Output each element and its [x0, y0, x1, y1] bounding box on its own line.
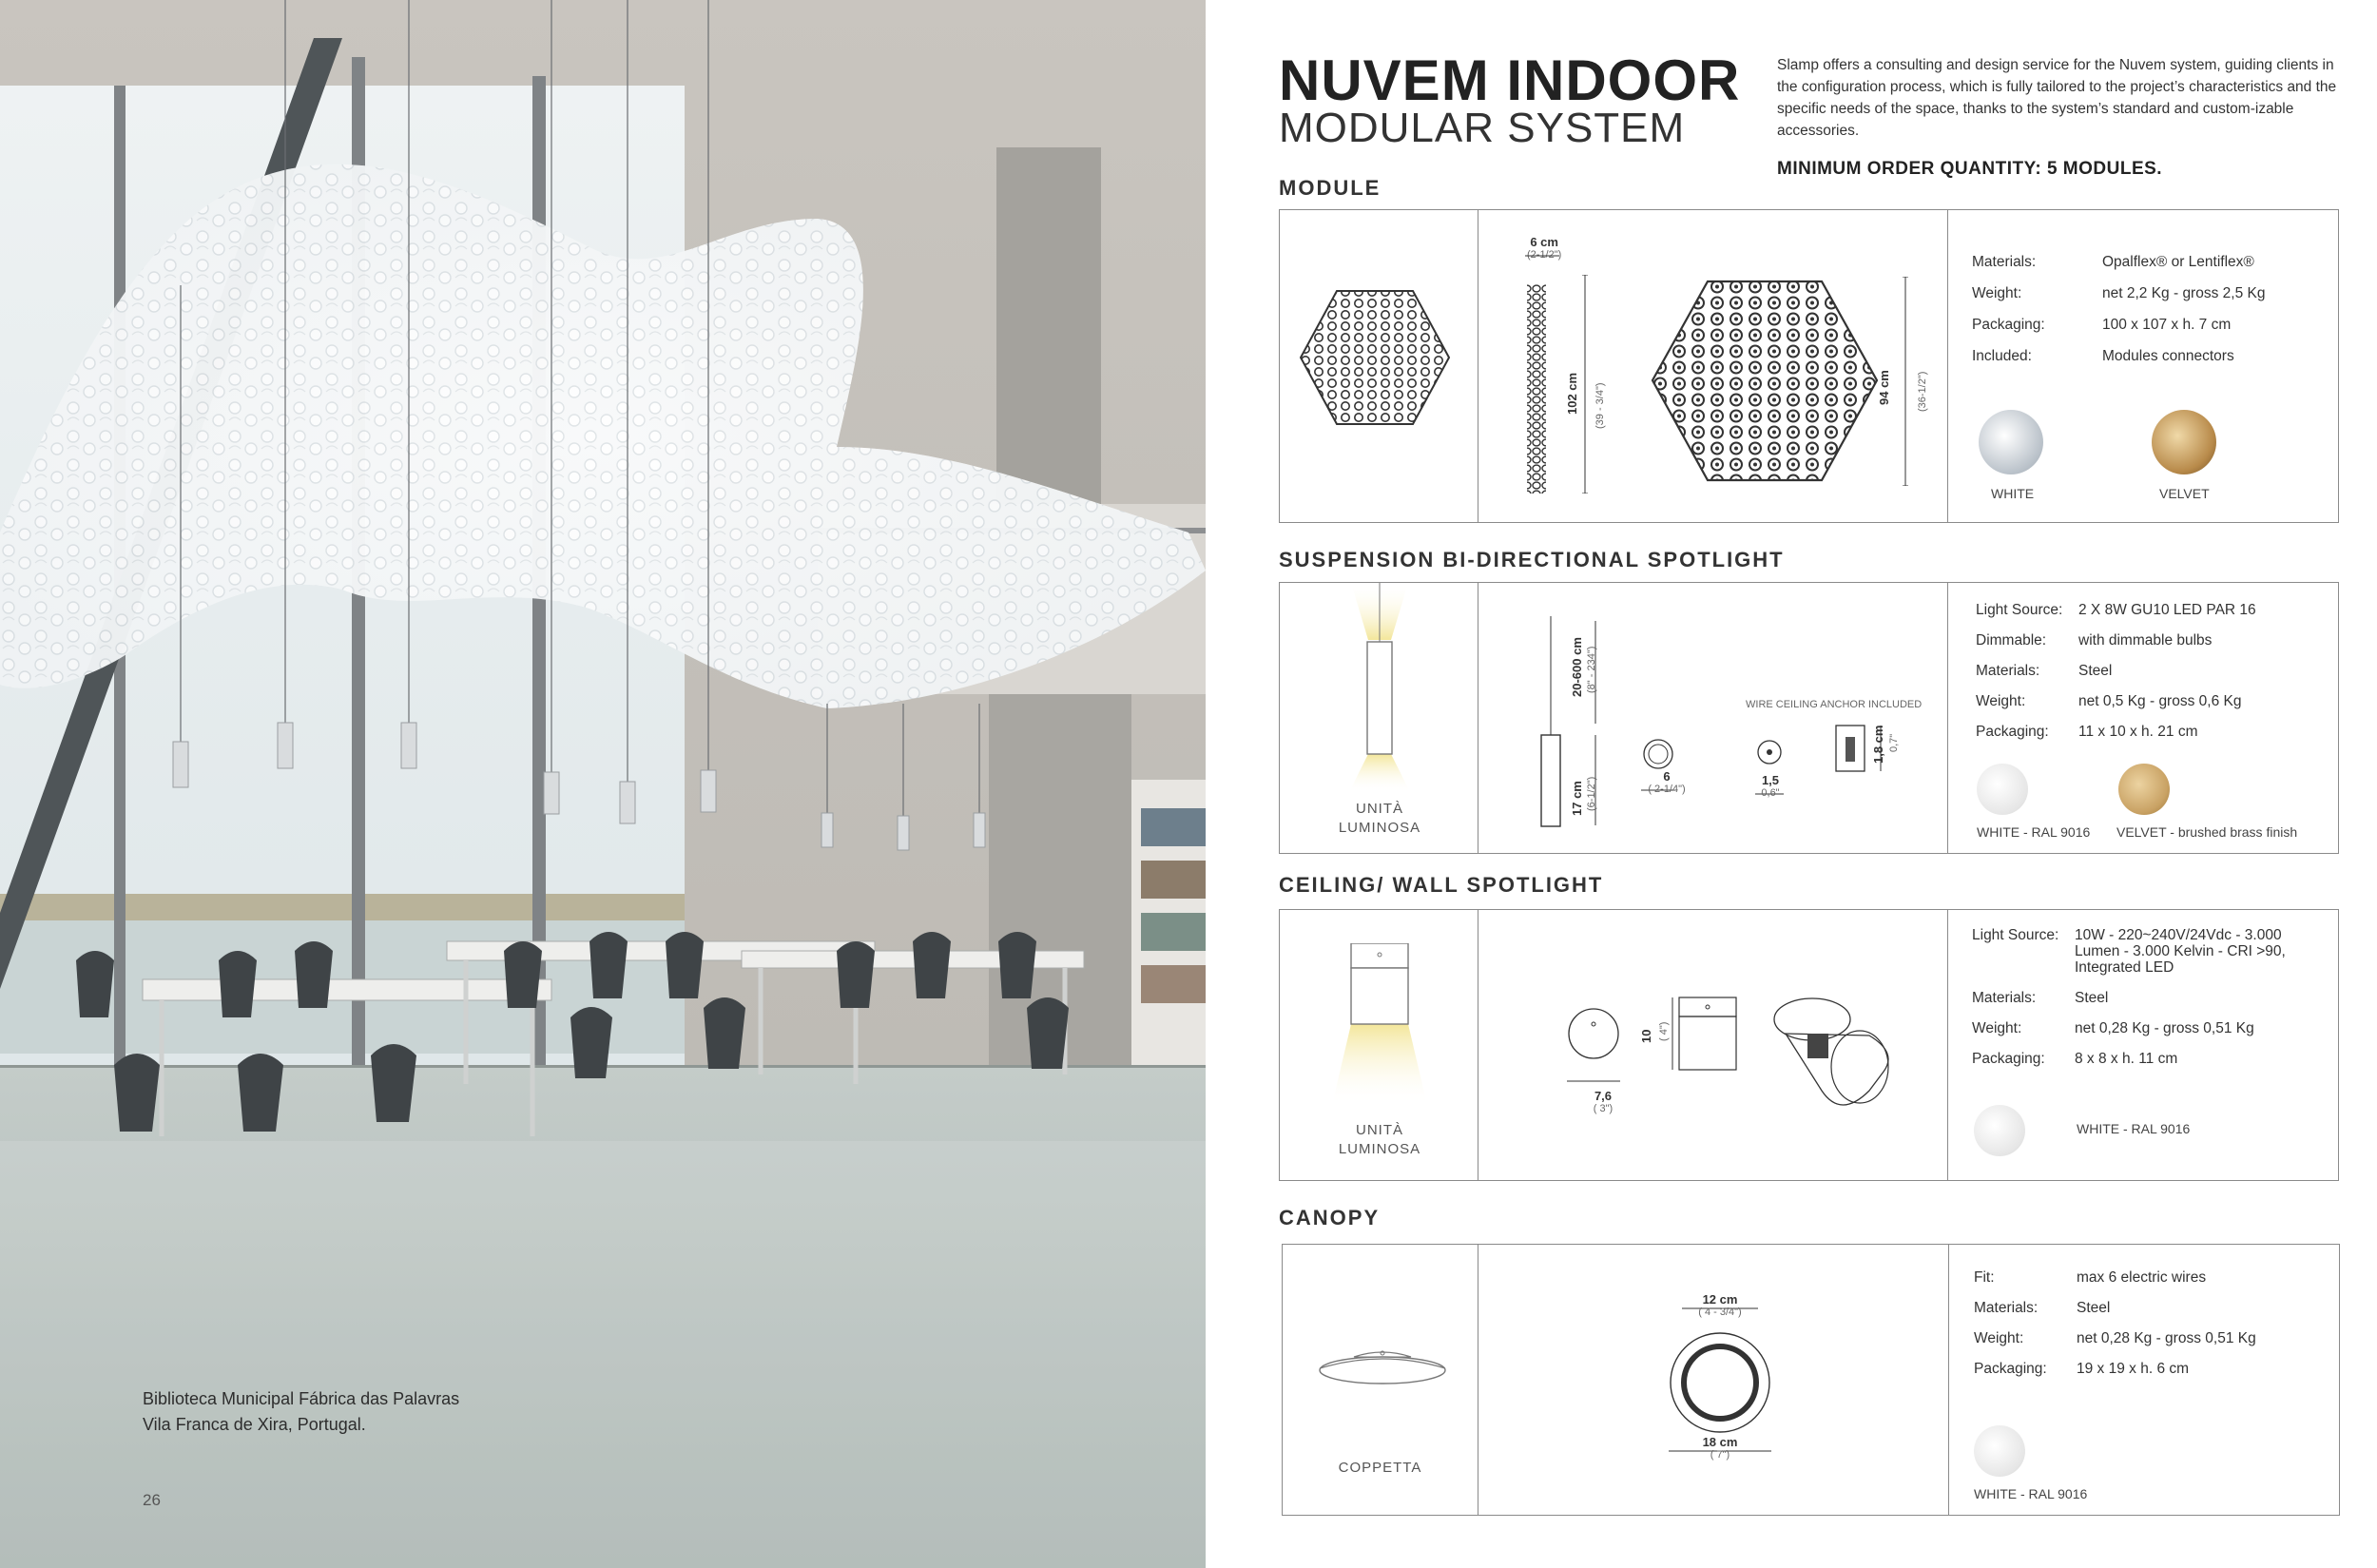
- anchor-height-in: 0,7": [1888, 733, 1900, 752]
- spec-value: Steel: [2077, 1300, 2111, 1316]
- finish-label-white: WHITE - RAL 9016: [1977, 824, 2091, 840]
- divider: [1947, 910, 1948, 1180]
- body-length-in: (6-1/2"): [1586, 776, 1597, 811]
- spec-row: [1976, 663, 2337, 693]
- spec-row: [1972, 348, 2333, 379]
- ceiling-panel: [1279, 909, 2339, 1181]
- ceiling-unit-label: [1318, 1121, 1441, 1159]
- caption-line-1: Biblioteca Municipal Fábrica das Palavras: [143, 1389, 460, 1408]
- page-title: NUVEM INDOOR: [1279, 48, 1741, 112]
- spec-value: net 2,2 Kg - gross 2,5 Kg: [2102, 285, 2266, 301]
- section-title-module: MODULE: [1279, 176, 1382, 200]
- diameter-in: ( 2-1/4"): [1648, 784, 1686, 795]
- spec-value: max 6 electric wires: [2077, 1269, 2207, 1286]
- finish-label-white: WHITE - RAL 9016: [1974, 1486, 2088, 1501]
- finish-swatch-brass: [2118, 764, 2170, 815]
- spec-label: Light Source:: [1976, 602, 2063, 618]
- section-title-suspension: SUSPENSION BI-DIRECTIONAL SPOTLIGHT: [1279, 548, 1785, 571]
- suspension-unit-label: [1318, 800, 1441, 838]
- module-width-in: (2-1/2"): [1527, 249, 1562, 261]
- spec-label: Packaging:: [1976, 724, 2049, 740]
- section-title-ceiling: CEILING/ WALL SPOTLIGHT: [1279, 873, 1604, 897]
- spec-label: Packaging:: [1972, 317, 2045, 333]
- diameter: 6: [1663, 769, 1671, 784]
- finish-label-brass: VELVET - brushed brass finish: [2116, 824, 2298, 840]
- spec-value: Steel: [2075, 990, 2109, 1006]
- diameter-dim: [1643, 769, 1691, 795]
- spec-label: Materials:: [1972, 254, 2037, 270]
- canopy-outer-dim: [1682, 1435, 1758, 1461]
- module-width: 6 cm: [1530, 235, 1558, 249]
- spec-row: [1972, 254, 2333, 285]
- spec-label: Weight:: [1974, 1330, 2024, 1346]
- canopy-inner-dim: [1682, 1292, 1758, 1318]
- spec-row: [1974, 1330, 2335, 1361]
- spec-label: Fit:: [1974, 1269, 1995, 1286]
- ceiling-height: 10: [1639, 1029, 1653, 1043]
- module-length: 102 cm: [1565, 372, 1579, 415]
- canopy-panel: [1282, 1244, 2340, 1516]
- finish-label-velvet: VELVET: [2159, 486, 2210, 501]
- unit-label-line-1: UNITÀ: [1356, 801, 1403, 817]
- module-width-line: [1525, 253, 1559, 259]
- cable-length-dim: [1570, 637, 1584, 697]
- module-height-dim: [1877, 370, 1891, 405]
- anchor-height: 1,8 cm: [1871, 725, 1885, 764]
- finish-swatch-white: [1974, 1105, 2025, 1156]
- anchor-height-dim: [1871, 726, 1885, 764]
- canopy-inner-in: ( 4 - 3/4"): [1698, 1307, 1742, 1318]
- module-profile-icon: [1522, 284, 1551, 494]
- spec-value: with dimmable bulbs: [2078, 632, 2213, 648]
- spec-row: [1976, 724, 2337, 754]
- spec-label: Dimmable:: [1976, 632, 2047, 648]
- ceiling-height-in: ( 4"): [1658, 1021, 1670, 1041]
- spec-value: Steel: [2078, 663, 2113, 679]
- spec-label: Weight:: [1972, 285, 2022, 301]
- module-height: 94 cm: [1877, 370, 1891, 405]
- spec-value: 10W - 220~240V/24Vdc - 3.000 Lumen - 3.000 Kelvin - CRI >90, Integrated LED: [2075, 927, 2286, 976]
- body-length-dim: [1570, 781, 1584, 816]
- unit-label-line-2: LUMINOSA: [1338, 820, 1421, 836]
- spec-value: 19 x 19 x h. 6 cm: [2077, 1361, 2190, 1377]
- page-subtitle: MODULAR SYSTEM: [1279, 105, 1686, 151]
- spec-row: [1972, 285, 2333, 317]
- canopy-unit-label: COPPETTA: [1338, 1460, 1422, 1476]
- spec-row: [1972, 1051, 2333, 1081]
- ceiling-diameter: 7,6: [1594, 1089, 1613, 1103]
- unit-label-line-1: UNITÀ: [1356, 1122, 1403, 1138]
- spec-row: [1972, 927, 2333, 990]
- ceiling-height-dim: [1639, 1030, 1653, 1043]
- spec-row: [1976, 693, 2337, 724]
- module-length-dim: [1565, 373, 1579, 415]
- anchor-width-in: 0,6": [1761, 787, 1780, 799]
- spec-value: Opalflex® or Lentiflex®: [2102, 254, 2254, 270]
- suspension-unit-icon: [1332, 583, 1427, 792]
- spec-label: Weight:: [1976, 693, 2026, 709]
- spec-value: 2 X 8W GU10 LED PAR 16: [2078, 602, 2256, 618]
- spec-label: Included:: [1972, 348, 2032, 364]
- ceiling-diameter-dim: [1575, 1089, 1632, 1114]
- spec-label: Light Source:: [1972, 927, 2059, 943]
- finish-label-white: WHITE: [1991, 486, 2035, 501]
- spec-label: Materials:: [1974, 1300, 2039, 1316]
- finish-swatch-white: [1977, 764, 2028, 815]
- ceiling-diameter-in: ( 3"): [1593, 1103, 1614, 1114]
- suspension-specs: [1976, 602, 2337, 754]
- anchor-note: WIRE CEILING ANCHOR INCLUDED: [1746, 699, 1923, 710]
- spec-value: Modules connectors: [2102, 348, 2234, 364]
- spec-value: net 0,5 Kg - gross 0,6 Kg: [2078, 693, 2242, 709]
- spec-row: [1976, 602, 2337, 632]
- spec-row: [1974, 1269, 2335, 1300]
- spec-row: [1976, 632, 2337, 663]
- anchor-width-dim: [1751, 773, 1789, 799]
- spec-value: 11 x 10 x h. 21 cm: [2078, 724, 2198, 740]
- module-height-line: [1903, 277, 1908, 486]
- canopy-specs: [1974, 1269, 2335, 1391]
- spec-value: 8 x 8 x h. 11 cm: [2075, 1051, 2178, 1067]
- canopy-inner: 12 cm: [1702, 1292, 1738, 1307]
- spec-row: [1972, 1020, 2333, 1051]
- cable-length: 20-600 cm: [1570, 637, 1584, 697]
- spec-label: Weight:: [1972, 1020, 2022, 1036]
- spec-label: Packaging:: [1972, 1051, 2045, 1067]
- finish-swatch-white: [1979, 410, 2043, 474]
- canopy-outer: 18 cm: [1702, 1435, 1738, 1449]
- minimum-order-note: MINIMUM ORDER QUANTITY: 5 MODULES.: [1777, 159, 2163, 179]
- unit-label-line-2: LUMINOSA: [1338, 1141, 1421, 1157]
- divider: [1947, 210, 1948, 522]
- cable-length-in: (8" - 234"): [1586, 646, 1597, 693]
- suspension-panel: [1279, 582, 2339, 854]
- finish-label-white: WHITE - RAL 9016: [2077, 1121, 2191, 1136]
- module-panel: [1279, 209, 2339, 523]
- body-length: 17 cm: [1570, 781, 1584, 816]
- ceiling-specs: [1972, 927, 2333, 1081]
- canopy-icon: [1316, 1340, 1449, 1397]
- divider: [1948, 1245, 1949, 1515]
- spec-label: Packaging:: [1974, 1361, 2047, 1377]
- module-height-in: (36-1/2"): [1917, 371, 1928, 412]
- module-hexagon-icon: [1299, 286, 1451, 429]
- spec-label: Materials:: [1972, 990, 2037, 1006]
- spec-row: [1974, 1300, 2335, 1330]
- spec-label: Materials:: [1976, 663, 2040, 679]
- caption-line-2: Vila Franca de Xira, Portugal.: [143, 1415, 366, 1434]
- spec-value: net 0,28 Kg - gross 0,51 Kg: [2077, 1330, 2256, 1346]
- divider: [1947, 583, 1948, 853]
- module-front-icon: [1651, 279, 1879, 483]
- spec-row: [1974, 1361, 2335, 1391]
- module-length-in: (39 - 3/4"): [1594, 382, 1606, 429]
- intro-text: Slamp offers a consulting and design service for the Nuvem system, guiding clients in the configuration process, which is fully tailored to the project’s characteristics and the specific needs of the space, thanks to the system’s standard and custom-izable accessories.: [1777, 57, 2337, 139]
- section-title-canopy: CANOPY: [1279, 1206, 1381, 1229]
- photo-caption: [143, 1386, 459, 1438]
- spec-value: 100 x 107 x h. 7 cm: [2102, 317, 2232, 333]
- canopy-outer-in: ( 7"): [1710, 1449, 1730, 1461]
- spec-value: net 0,28 Kg - gross 0,51 Kg: [2075, 1020, 2254, 1036]
- finish-swatch-white: [1974, 1425, 2025, 1477]
- anchor-width: 1,5: [1761, 773, 1780, 787]
- module-specs: [1972, 254, 2333, 379]
- finish-swatch-velvet: [2152, 410, 2216, 474]
- spec-row: [1972, 317, 2333, 348]
- ceiling-unit-icon: [1332, 943, 1427, 1105]
- module-length-line: [1582, 275, 1588, 494]
- spec-row: [1972, 990, 2333, 1020]
- page-number: 26: [143, 1491, 161, 1509]
